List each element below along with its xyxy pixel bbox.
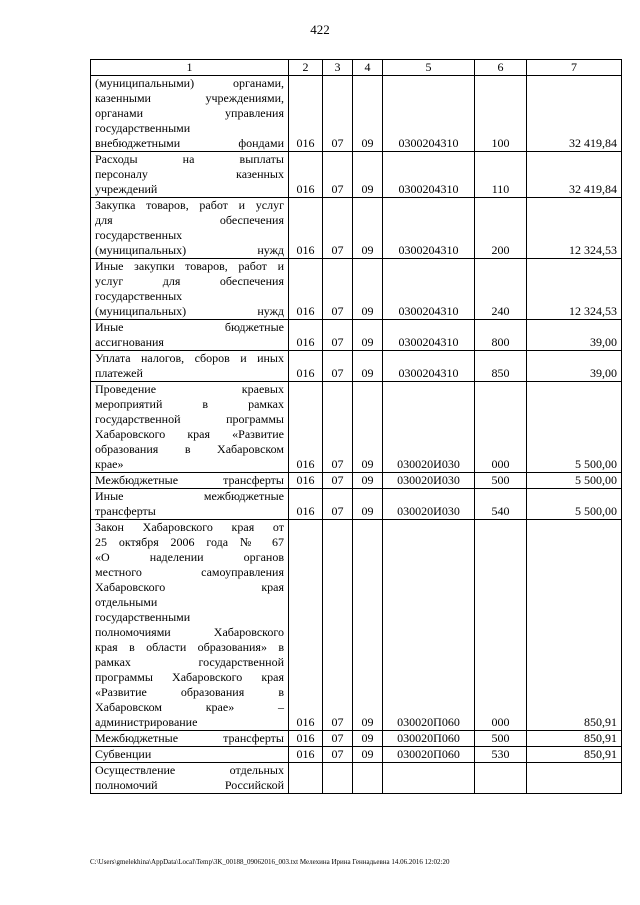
row-name-cell (91, 351, 289, 382)
table-row (91, 489, 622, 520)
division-code-cell: 07 (323, 351, 353, 382)
division-code-cell: 07 (323, 198, 353, 259)
row-name-line: края в области образования» в (95, 640, 284, 654)
row-name-line: Закупка товаров, работ и услуг (95, 198, 284, 212)
row-name-cell (91, 489, 289, 520)
division-code-cell: 07 (323, 520, 353, 731)
target-article-cell: 0300204310 (383, 198, 475, 259)
row-name-line: государственных (95, 228, 183, 242)
expense-type-cell: 200 (475, 198, 527, 259)
subdivision-code-cell: 09 (353, 259, 383, 320)
amount-cell: 5 500,00 (527, 473, 622, 489)
row-name-cell (91, 473, 289, 489)
row-name-line: администрирование (95, 715, 198, 729)
section-code-cell: 016 (289, 747, 323, 763)
subdivision-code-cell (353, 763, 383, 794)
row-name-line: Хабаровского края (95, 580, 284, 594)
header-cell-1: 1 (91, 60, 289, 76)
row-name-cell (91, 747, 289, 763)
subdivision-code-cell: 09 (353, 76, 383, 152)
amount-cell: 850,91 (527, 520, 622, 731)
row-name-line: мероприятий в рамках (95, 397, 284, 411)
row-name-line: ассигнования (95, 335, 164, 349)
row-name-line: «О наделении органов (95, 550, 284, 564)
amount-cell (527, 763, 622, 794)
header-cell-4: 4 (353, 60, 383, 76)
table-row (91, 351, 622, 382)
row-name-cell (91, 152, 289, 198)
header-row (91, 60, 622, 76)
amount-cell: 32 419,84 (527, 76, 622, 152)
division-code-cell: 07 (323, 152, 353, 198)
division-code-cell: 07 (323, 382, 353, 473)
row-name-cell (91, 731, 289, 747)
subdivision-code-cell: 09 (353, 351, 383, 382)
row-name-line: Проведение краевых (95, 382, 284, 396)
row-name-cell (91, 259, 289, 320)
subdivision-code-cell: 09 (353, 320, 383, 351)
subdivision-code-cell: 09 (353, 747, 383, 763)
row-name-line: государственной программы (95, 412, 284, 426)
row-name-line: персоналу казенных (95, 167, 284, 181)
section-code-cell: 016 (289, 198, 323, 259)
amount-cell: 12 324,53 (527, 259, 622, 320)
row-name-line: полномочий Российской (95, 778, 284, 792)
row-name-line: Межбюджетные трансферты (95, 731, 284, 745)
row-name-line: крае» (95, 457, 124, 471)
table-row (91, 520, 622, 731)
amount-cell: 850,91 (527, 731, 622, 747)
division-code-cell: 07 (323, 473, 353, 489)
row-name-cell (91, 382, 289, 473)
section-code-cell: 016 (289, 320, 323, 351)
row-name-line: рамках государственной (95, 655, 284, 669)
row-name-line: (муниципальных) нужд (95, 243, 284, 257)
row-name-line: полномочиями Хабаровского (95, 625, 284, 639)
subdivision-code-cell: 09 (353, 489, 383, 520)
expense-type-cell (475, 763, 527, 794)
target-article-cell: 0300204310 (383, 152, 475, 198)
row-name-line: Хабаровского края «Развитие (95, 427, 284, 441)
expense-type-cell: 800 (475, 320, 527, 351)
row-name-line: казенными учреждениями, (95, 91, 284, 105)
expense-type-cell: 540 (475, 489, 527, 520)
expense-type-cell: 240 (475, 259, 527, 320)
row-name-line: «Развитие образования в (95, 685, 284, 699)
expense-type-cell: 530 (475, 747, 527, 763)
row-name-cell (91, 763, 289, 794)
page-number: 422 (310, 22, 330, 37)
row-name-line: 25 октября 2006 года № 67 (95, 535, 284, 549)
file-path-footer: C:\Users\gmelekhina\AppData\Local\Temp\3K_00188_09062016_003.txt Мелехина Ирина Геннадьевна 14.06.2016 12:02:20 (90, 858, 450, 866)
target-article-cell: 030020П060 (383, 747, 475, 763)
row-name-line: Хабаровском крае» – (95, 700, 284, 714)
expense-type-cell: 850 (475, 351, 527, 382)
amount-cell: 32 419,84 (527, 152, 622, 198)
division-code-cell: 07 (323, 489, 353, 520)
expense-type-cell: 500 (475, 731, 527, 747)
subdivision-code-cell: 09 (353, 152, 383, 198)
row-name-line: местного самоуправления (95, 565, 284, 579)
row-name-line: Иные межбюджетные (95, 489, 284, 503)
row-name-line: (муниципальных) нужд (95, 304, 284, 318)
table-row (91, 259, 622, 320)
row-name-line: Закон Хабаровского края от (95, 520, 284, 534)
target-article-cell: 030020И030 (383, 473, 475, 489)
expense-type-cell: 100 (475, 76, 527, 152)
table-row (91, 382, 622, 473)
header-cell-5: 5 (383, 60, 475, 76)
amount-cell: 5 500,00 (527, 382, 622, 473)
expense-type-cell: 110 (475, 152, 527, 198)
amount-cell: 39,00 (527, 320, 622, 351)
division-code-cell: 07 (323, 731, 353, 747)
table-row (91, 198, 622, 259)
row-name-line: платежей (95, 366, 143, 380)
row-name-line: трансферты (95, 504, 156, 518)
row-name-line: Уплата налогов, сборов и иных (95, 351, 284, 365)
amount-cell: 39,00 (527, 351, 622, 382)
row-name-line: учреждений (95, 182, 158, 196)
target-article-cell: 0300204310 (383, 259, 475, 320)
section-code-cell: 016 (289, 76, 323, 152)
row-name-cell (91, 76, 289, 152)
target-article-cell: 0300204310 (383, 351, 475, 382)
row-name-line: государственными (95, 121, 191, 135)
section-code-cell: 016 (289, 259, 323, 320)
header-cell-7: 7 (527, 60, 622, 76)
section-code-cell: 016 (289, 382, 323, 473)
expense-type-cell: 500 (475, 473, 527, 489)
row-name-cell (91, 320, 289, 351)
row-name-line: отдельными (95, 595, 158, 609)
row-name-line: Осуществление отдельных (95, 763, 284, 777)
subdivision-code-cell: 09 (353, 520, 383, 731)
table-body (91, 60, 622, 794)
division-code-cell: 07 (323, 76, 353, 152)
row-name-line: услуг для обеспечения (95, 274, 284, 288)
row-name-line: Межбюджетные трансферты (95, 473, 284, 487)
table-row (91, 731, 622, 747)
amount-cell: 12 324,53 (527, 198, 622, 259)
row-name-cell (91, 198, 289, 259)
division-code-cell: 07 (323, 747, 353, 763)
target-article-cell: 0300204310 (383, 76, 475, 152)
row-name-line: государственными (95, 610, 191, 624)
budget-table (90, 59, 622, 794)
row-name-line: органами управления (95, 106, 284, 120)
section-code-cell: 016 (289, 152, 323, 198)
header-cell-6: 6 (475, 60, 527, 76)
target-article-cell: 030020И030 (383, 382, 475, 473)
row-name-line: для обеспечения (95, 213, 284, 227)
target-article-cell: 0300204310 (383, 320, 475, 351)
row-name-line: (муниципальными) органами, (95, 76, 284, 90)
expense-type-cell: 000 (475, 382, 527, 473)
amount-cell: 5 500,00 (527, 489, 622, 520)
division-code-cell: 07 (323, 259, 353, 320)
table-row (91, 747, 622, 763)
subdivision-code-cell: 09 (353, 731, 383, 747)
section-code-cell: 016 (289, 520, 323, 731)
table-row (91, 76, 622, 152)
row-name-line: Иные закупки товаров, работ и (95, 259, 284, 273)
target-article-cell (383, 763, 475, 794)
division-code-cell: 07 (323, 320, 353, 351)
header-cell-2: 2 (289, 60, 323, 76)
section-code-cell (289, 763, 323, 794)
row-name-cell (91, 520, 289, 731)
target-article-cell: 030020П060 (383, 520, 475, 731)
subdivision-code-cell: 09 (353, 198, 383, 259)
amount-cell: 850,91 (527, 747, 622, 763)
section-code-cell: 016 (289, 731, 323, 747)
table-row (91, 320, 622, 351)
division-code-cell (323, 763, 353, 794)
section-code-cell: 016 (289, 351, 323, 382)
table-row (91, 473, 622, 489)
header-cell-3: 3 (323, 60, 353, 76)
row-name-line: программы Хабаровского края (95, 670, 284, 684)
row-name-line: образования в Хабаровском (95, 442, 284, 456)
row-name-line: Субвенции (95, 747, 152, 761)
subdivision-code-cell: 09 (353, 382, 383, 473)
row-name-line: Иные бюджетные (95, 320, 284, 334)
row-name-line: государственных (95, 289, 183, 303)
table-row (91, 152, 622, 198)
expense-type-cell: 000 (475, 520, 527, 731)
section-code-cell: 016 (289, 489, 323, 520)
row-name-line: внебюджетными фондами (95, 136, 284, 150)
target-article-cell: 030020П060 (383, 731, 475, 747)
subdivision-code-cell: 09 (353, 473, 383, 489)
section-code-cell: 016 (289, 473, 323, 489)
row-name-line: Расходы на выплаты (95, 152, 284, 166)
target-article-cell: 030020И030 (383, 489, 475, 520)
table-row (91, 763, 622, 794)
